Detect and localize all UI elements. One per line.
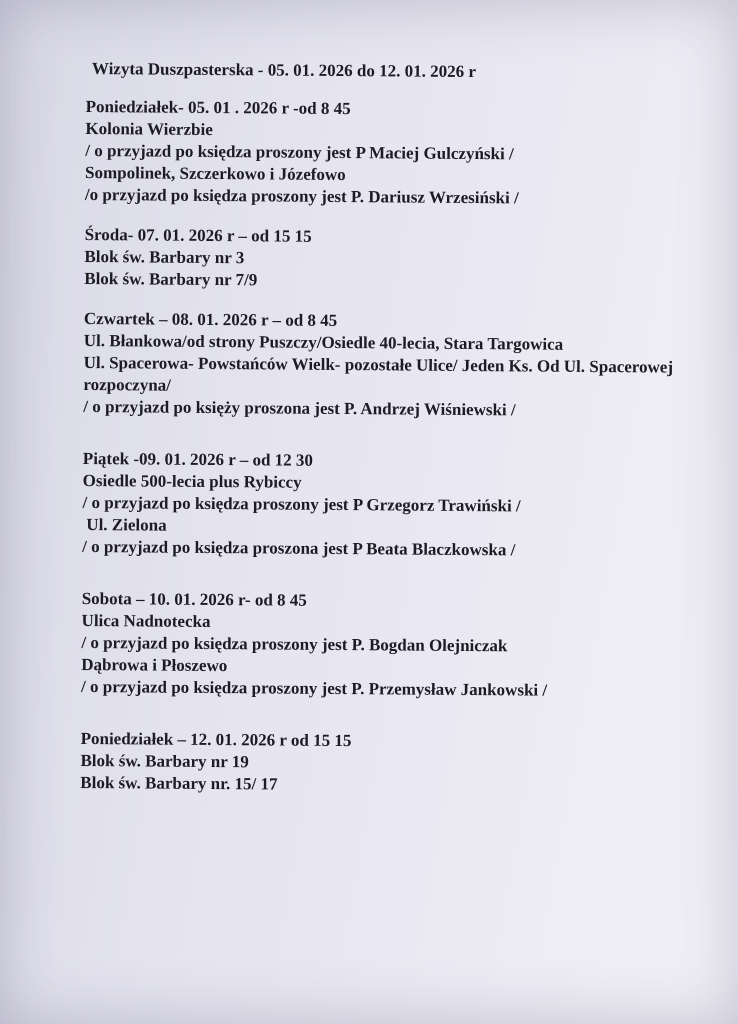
area-line: Blok św. Barbary nr. 15/ 17 [80, 772, 278, 794]
area-line: Kolonia Wierzbie [85, 118, 213, 139]
schedule-document [80, 58, 726, 817]
day-heading: Poniedziałek- 05. 01 . 2026 r -od 8 45 [85, 96, 351, 119]
document-title: Wizyta Duszpasterska - 05. 01. 2026 do 12. 01. 2026 r [91, 59, 477, 82]
driver-note: / o przyjazd po księdza proszony jest P Grzegorz Trawiński / [82, 492, 521, 516]
area-line: Osiedle 500-lecia plus Rybiccy [82, 470, 302, 492]
area-line: Ul. Zielona [86, 515, 167, 535]
day-heading: Poniedziałek – 12. 01. 2026 r od 15 15 [80, 728, 352, 751]
driver-note: / o przyjazd po księdza proszony jest P Maciej Gulczyński / [85, 140, 514, 164]
driver-note: / o przyjazd po księdza proszona jest P Beata Blaczkowska / [82, 536, 516, 560]
area-line: Ul. Spacerowa- Powstańców Wielk- pozostałe Ulice/ Jeden Ks. Od Ul. Spacerowej rozpoczyna/ [83, 352, 674, 395]
day-heading: Piątek -09. 01. 2026 r – od 12 30 [82, 448, 314, 470]
day-heading: Środa- 07. 01. 2026 r – od 15 15 [84, 224, 312, 246]
day-section-wednesday-0701 [84, 224, 724, 295]
driver-note: / o przyjazd po księdza proszony jest P. Przemysław Jankowski / [80, 676, 548, 700]
day-section-friday-0901 [82, 448, 723, 563]
area-line: Sompolinek, Szczerkowo i Józefowo [85, 162, 346, 185]
day-heading: Czwartek – 08. 01. 2026 r – od 8 45 [83, 308, 338, 330]
area-line: Ul. Błankowa/od strony Puszczy/Osiedle 40-lecia, Stara Targowica [83, 330, 564, 354]
day-heading: Sobota – 10. 01. 2026 r- od 8 45 [81, 588, 307, 610]
area-line: Blok św. Barbary nr 3 [84, 246, 245, 268]
area-line: Blok św. Barbary nr 7/9 [84, 268, 258, 290]
driver-note: / o przyjazd po księdza proszony jest P. Bogdan Olejniczak [81, 632, 508, 656]
area-line: Dąbrowa i Płoszewo [81, 654, 228, 676]
day-section-thursday-0801 [83, 308, 724, 423]
day-section-monday-1201 [80, 728, 720, 799]
day-section-monday-0501 [85, 96, 726, 211]
area-line: Blok św. Barbary nr 19 [80, 750, 249, 772]
area-line: Ulica Nadnotecka [81, 610, 211, 631]
driver-note: / o przyjazd po księży proszona jest P. Andrzej Wiśniewski / [83, 396, 516, 420]
day-section-saturday-1001 [81, 588, 722, 703]
driver-note: /o przyjazd po księdza proszony jest P. Dariusz Wrzesiński / [84, 184, 519, 208]
